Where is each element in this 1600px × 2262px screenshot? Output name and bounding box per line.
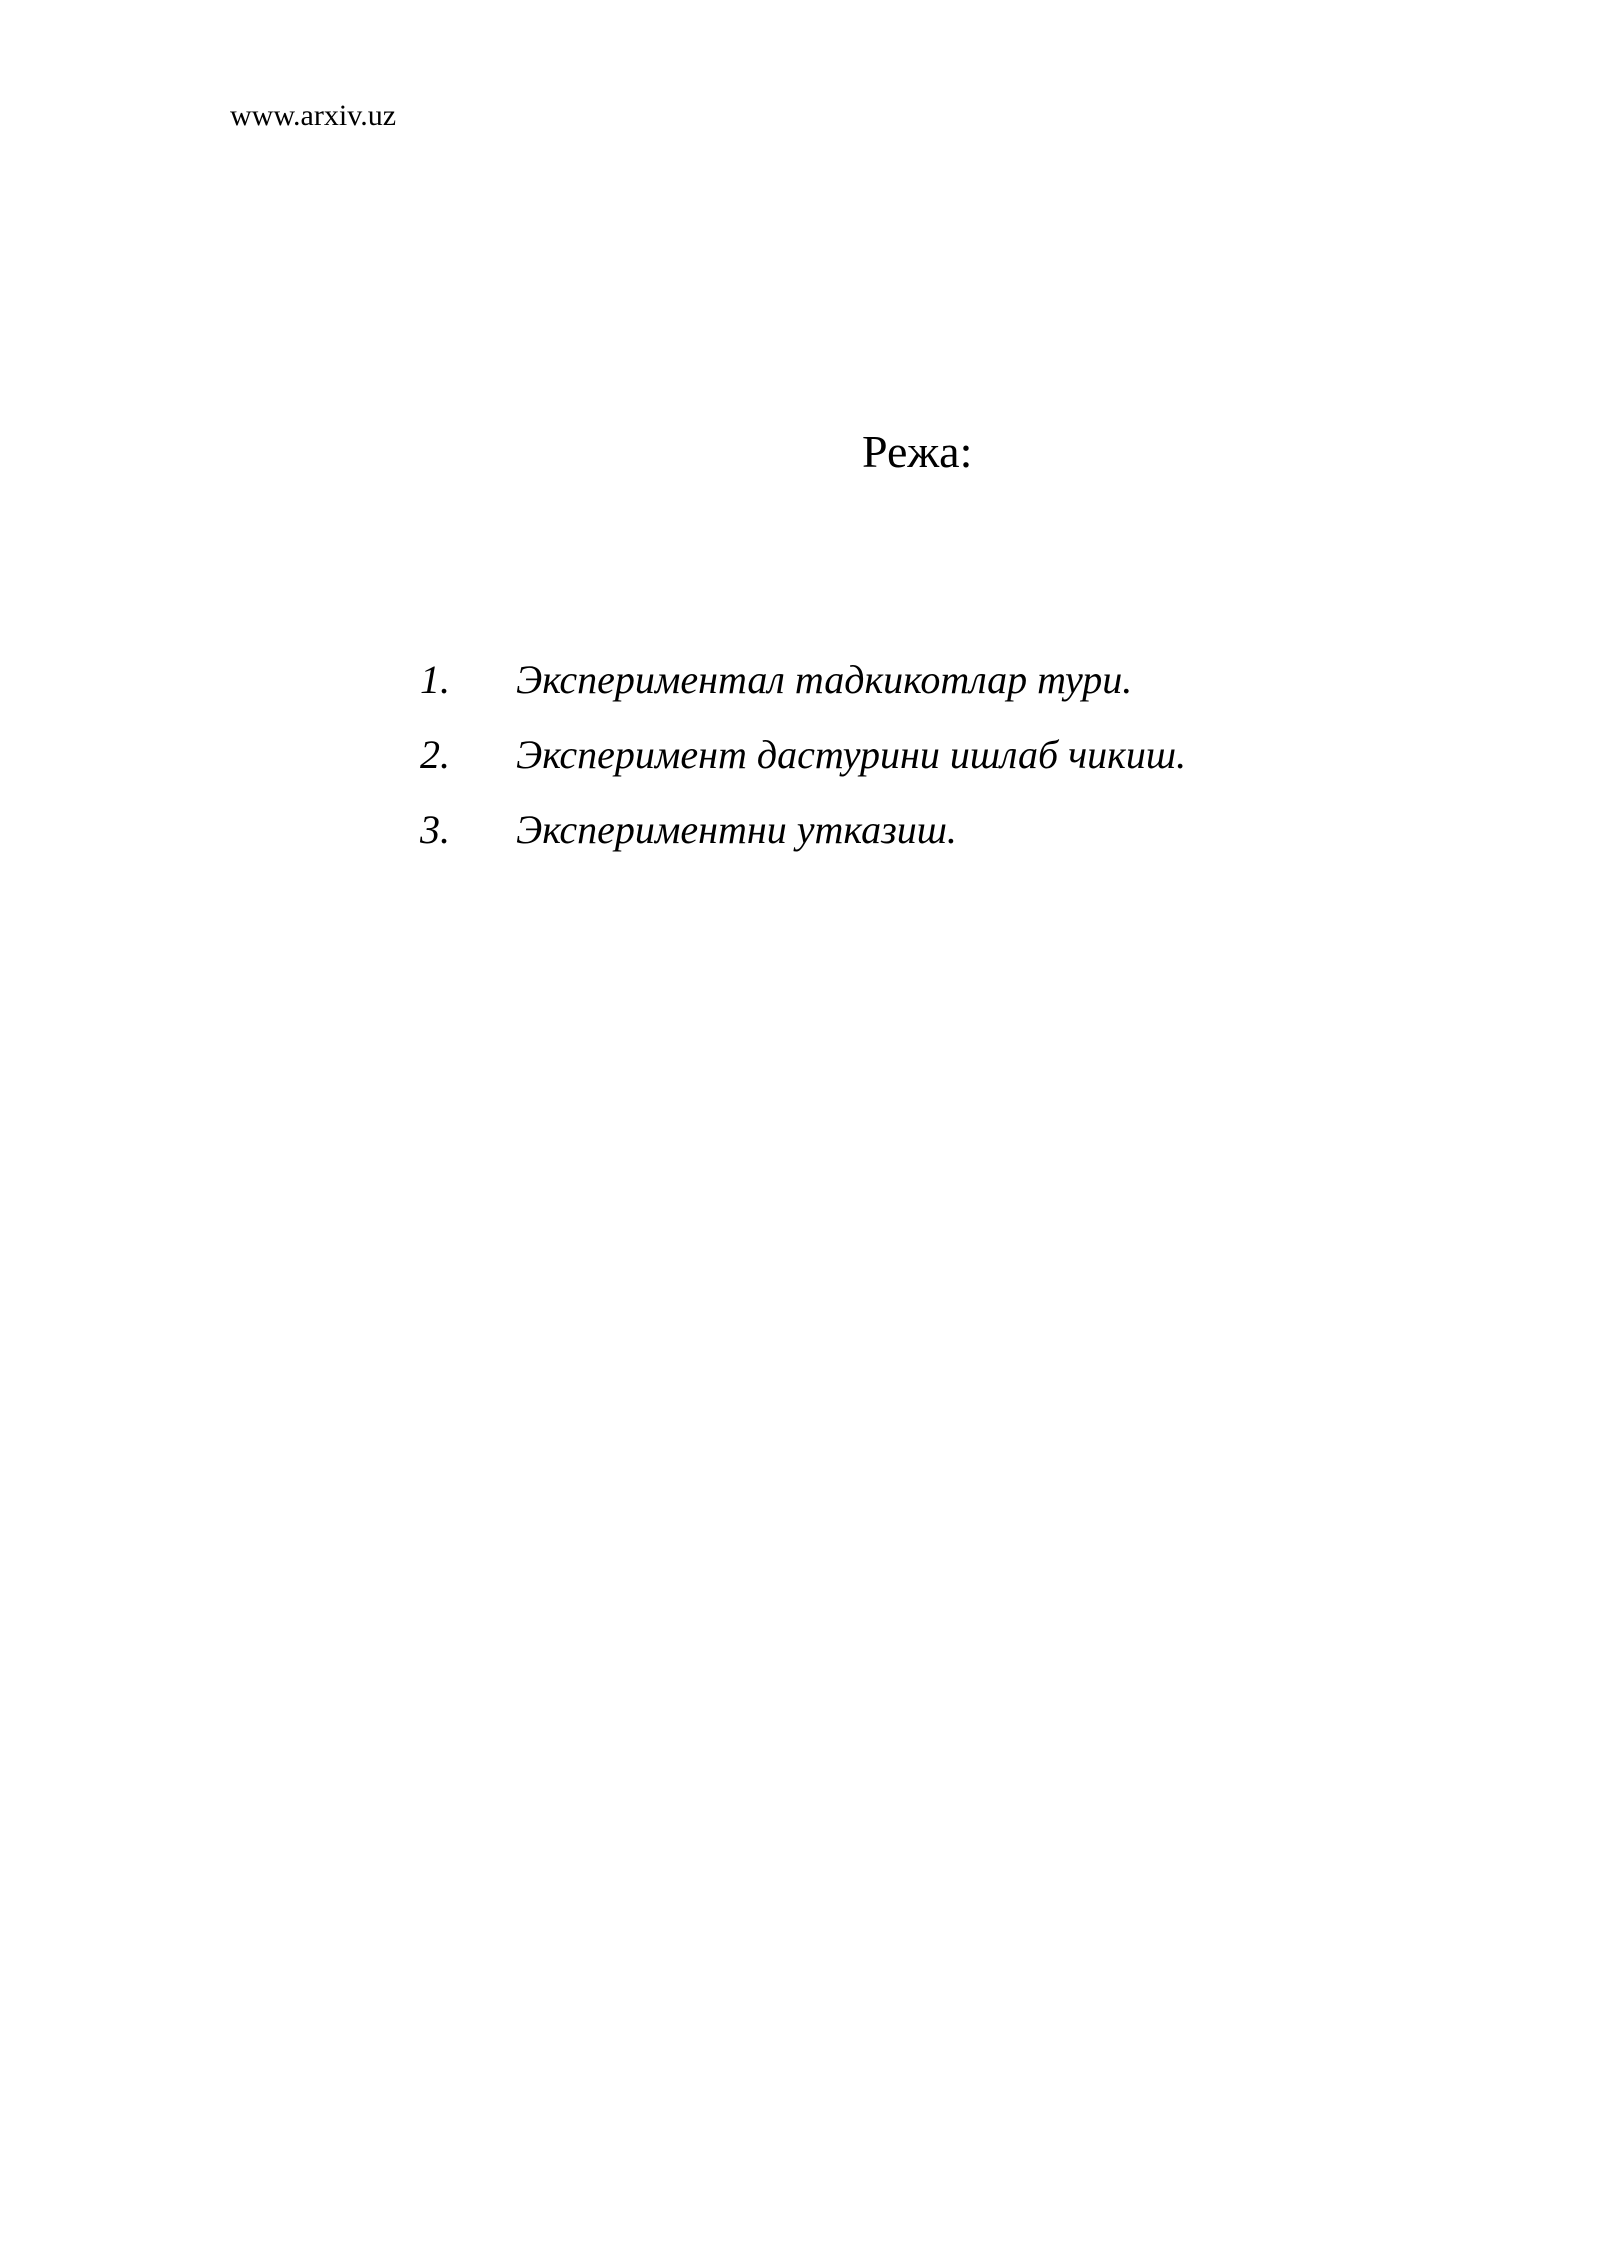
list-item-number: 1. — [420, 657, 450, 702]
plan-list — [420, 652, 1186, 877]
list-item-number: 2. — [420, 732, 450, 777]
list-item — [420, 802, 1186, 877]
list-item-text: Эксперимент дастурини ишлаб чикиш. — [516, 732, 1187, 777]
list-item-number: 3. — [420, 807, 450, 852]
list-item-text: Экспериментал тадкикотлар тури. — [516, 657, 1133, 702]
list-item-text: Экспериментни утказиш. — [516, 807, 957, 852]
list-item — [420, 727, 1186, 802]
list-item — [420, 652, 1186, 727]
header-url: www.arxiv.uz — [230, 99, 397, 132]
plan-title: Режа: — [862, 426, 973, 477]
